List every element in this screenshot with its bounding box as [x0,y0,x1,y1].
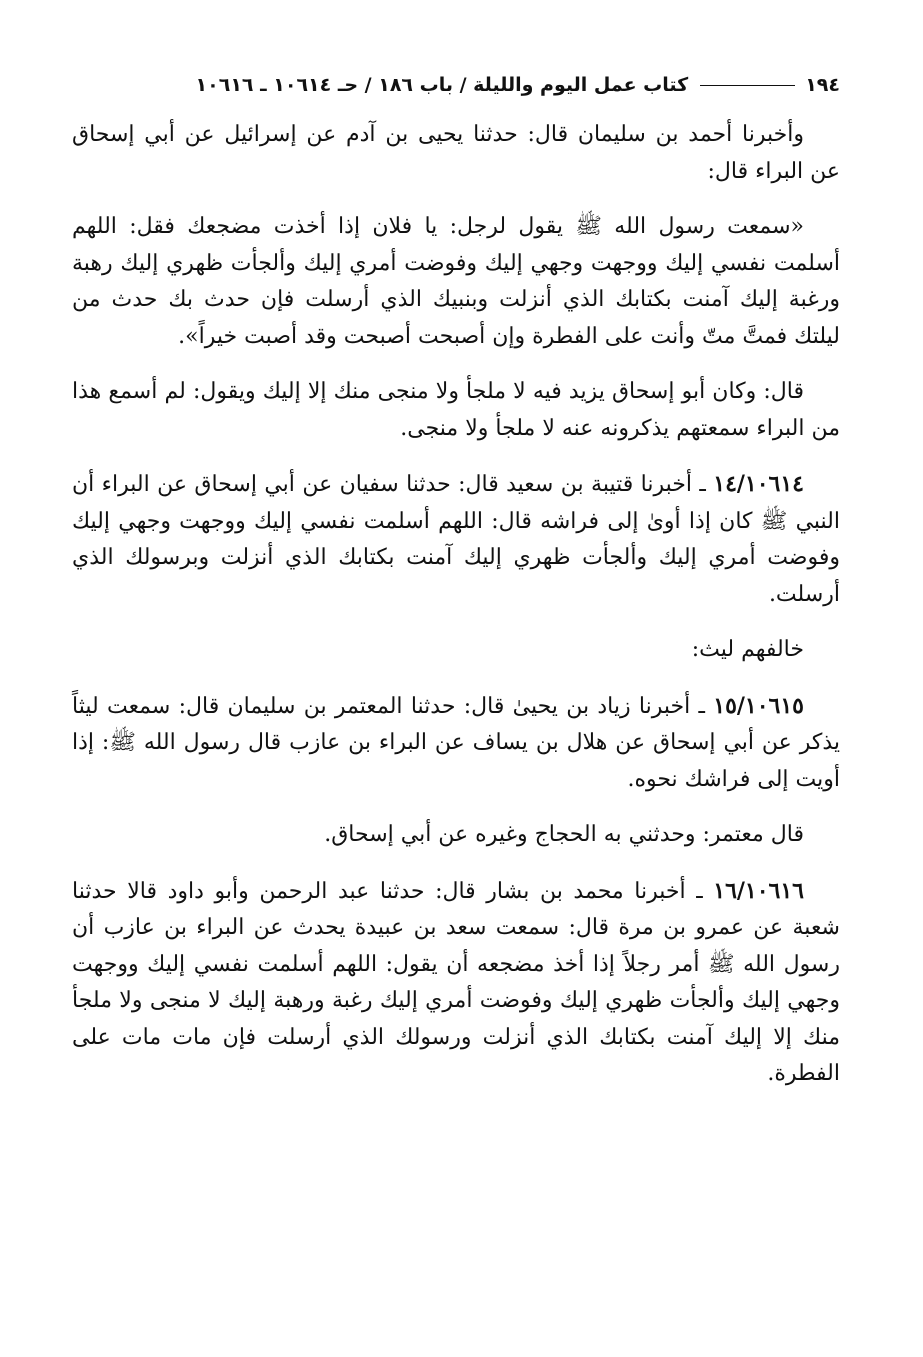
page [72,68,840,1093]
paragraph-text: قال: وكان أبو إسحاق يزيد فيه لا ملجأ ولا منجى منك إلا إليك ويقول: لم أسمع هذا من البراء سمعتهم يذكرونه عنه لا ملجأ ولا منجى. [72,379,840,441]
hadith-number: ١٤/١٠٦١٤ [713,471,804,497]
hadith-text: ـ أخبرنا محمد بن بشار قال: حدثنا عبد الرحمن وأبو داود قالا حدثنا شعبة عن عمرو بن مرة قال: سمعت سعد بن عبيدة يحدث عن البراء بن عازب أن رسول الله ﷺ أمر رجلاً إذا أخذ مضجعه أن يقول: اللهم أسلمت نفسي إليك ووجهت وجهي إليك وألجأت ظهري إليك وفوضت أمري إليك رغبة ورهبة إليك لا منجى ولا ملجأ منك إلا إليك آمنت بكتابك الذي أنزلت ورسولك الذي أرسلت فإن مات مات على الفطرة. [72,878,840,1086]
hadith-10615 [72,688,840,799]
running-header [72,68,840,102]
paragraph-1 [72,117,840,190]
hadith-number: ١٥/١٠٦١٥ [713,692,804,719]
hadith-text: ـ أخبرنا زياد بن يحيىٰ قال: حدثنا المعتمر بن سليمان قال: سمعت ليثاً يذكر عن أبي إسحاق عن هلال بن يساف عن البراء بن عازب قال رسول الله ﷺ: إذا أويت إلى فراشك نحوه. [72,693,840,792]
paragraph-3 [72,374,840,447]
hadith-text: ـ أخبرنا قتيبة بن سعيد قال: حدثنا سفيان عن أبي إسحاق عن البراء أن النبي ﷺ كان إذا أوىٰ إلى فراشه قال: اللهم أسلمت نفسي إليك ووجهت وجهي إليك وفوضت أمري إليك وألجأت ظهري إليك آمنت بكتابك الذي أنزلت وبرسولك الذي أرسلت. [72,472,840,607]
paragraph-7 [72,817,840,854]
paragraph-2 [72,209,840,355]
page-number: ١٩٤ [805,74,840,96]
paragraph-text: وأخبرنا أحمد بن سليمان قال: حدثنا يحيى بن آدم عن إسرائيل عن أبي إسحاق عن البراء قال: [72,122,840,184]
hadith-number: ١٦/١٠٦١٦ [713,877,804,904]
paragraph-text: «سمعت رسول الله ﷺ يقول لرجل: يا فلان إذا أخذت مضجعك فقل: اللهم أسلمت نفسي إليك ووجهت وجهي إليك وفوضت أمري إليك وألجأت ظهري إليك رهبة ورغبة إليك آمنت بكتابك الذي أنزلت وبنبيك الذي أرسلت فإن حدث بك حدث من ليلتك فمتَّ متّ وأنت على الفطرة وإن أصبحت أصبحت وقد أصبت خيراً». [72,214,840,349]
header-rule [700,85,795,86]
paragraph-5 [72,632,840,669]
running-title: كتاب عمل اليوم والليلة / باب ١٨٦ / حـ ١٠٦١٤ ـ ١٠٦١٦ [195,74,689,96]
paragraph-text: خالفهم ليث: [691,637,804,662]
hadith-10614 [72,466,840,613]
paragraph-text: قال معتمر: وحدثني به الحجاج وغيره عن أبي إسحاق. [324,822,804,847]
hadith-10616 [72,873,840,1093]
